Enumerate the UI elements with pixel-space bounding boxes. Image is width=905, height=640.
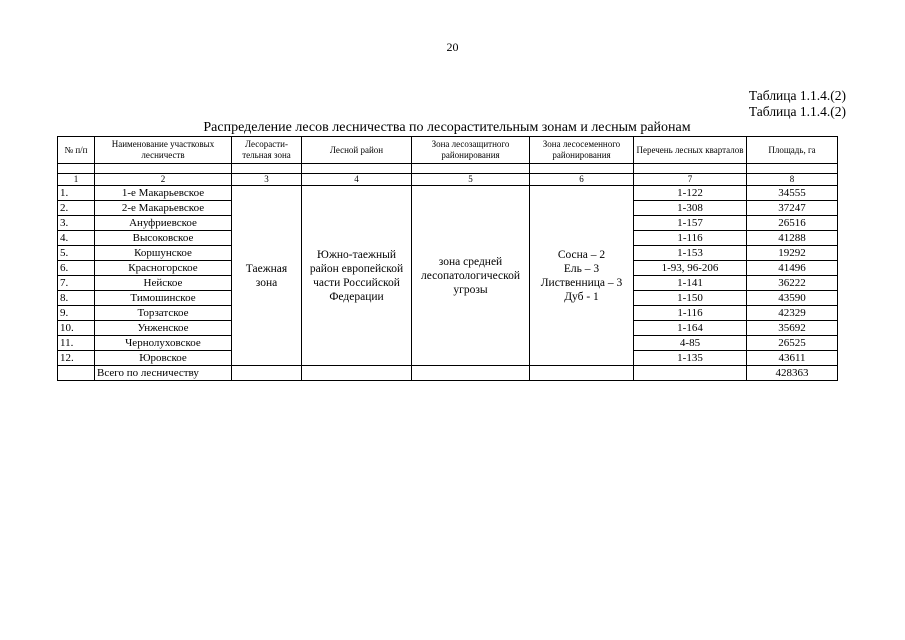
seed-zone-line: Ель – 3 [563, 262, 600, 275]
district-name: Красногорское [95, 261, 232, 276]
column-number: 6 [530, 174, 634, 186]
empty-cell [634, 366, 747, 381]
column-number: 5 [412, 174, 530, 186]
quarters-list: 1-93, 96-206 [634, 261, 747, 276]
total-row [58, 366, 838, 381]
area-value: 19292 [747, 246, 838, 261]
row-number: 12. [58, 351, 95, 366]
spacer-cell [232, 164, 302, 174]
row-number: 9. [58, 306, 95, 321]
district-name: Чернолуховское [95, 336, 232, 351]
quarters-list: 1-122 [634, 186, 747, 201]
header-row [58, 137, 838, 164]
row-number: 10. [58, 321, 95, 336]
header-cell-quarters: Перечень лесных кварталов [634, 137, 747, 164]
seed-zone-line: Дуб - 1 [564, 290, 599, 303]
area-value: 42329 [747, 306, 838, 321]
column-number: 1 [58, 174, 95, 186]
seed-zone-cell [530, 186, 634, 366]
quarters-list: 1-141 [634, 276, 747, 291]
veg-zone-cell: Таежная зона [232, 186, 302, 366]
spacer-cell [302, 164, 412, 174]
district-name: Торзатское [95, 306, 232, 321]
district-name: Коршунское [95, 246, 232, 261]
quarters-list: 1-164 [634, 321, 747, 336]
empty-cell [232, 366, 302, 381]
seed-zone-line: Лиственница – 3 [540, 276, 623, 289]
district-name: Юровское [95, 351, 232, 366]
quarters-list: 1-116 [634, 306, 747, 321]
total-area-value: 428363 [747, 366, 838, 381]
quarters-list: 1-135 [634, 351, 747, 366]
district-name: Высоковское [95, 231, 232, 246]
quarters-list: 1-150 [634, 291, 747, 306]
row-number: 6. [58, 261, 95, 276]
spacer-cell [634, 164, 747, 174]
table-caption: Таблица 1.1.4.(2) [748, 88, 846, 103]
header-cell-area: Площадь, га [747, 137, 838, 164]
area-value: 37247 [747, 201, 838, 216]
spacer-cell [58, 164, 95, 174]
row-number: 2. [58, 201, 95, 216]
area-value: 35692 [747, 321, 838, 336]
forest-distribution-table [57, 136, 838, 381]
empty-cell [530, 366, 634, 381]
district-name: Ануфриевское [95, 216, 232, 231]
column-number: 8 [747, 174, 838, 186]
spacer-cell [530, 164, 634, 174]
header-cell-number: № п/п [58, 137, 95, 164]
spacer-row [58, 164, 838, 174]
district-name: Тимошинское [95, 291, 232, 306]
column-number: 4 [302, 174, 412, 186]
district-name: 2-е Макарьевское [95, 201, 232, 216]
area-value: 26516 [747, 216, 838, 231]
header-cell-district: Наименование участковых лесничеств [95, 137, 232, 164]
area-value: 43590 [747, 291, 838, 306]
area-value: 41288 [747, 231, 838, 246]
area-value: 26525 [747, 336, 838, 351]
table-caption-duplicate: Таблица 1.1.4.(2) [748, 104, 846, 119]
area-value: 43611 [747, 351, 838, 366]
area-value: 41496 [747, 261, 838, 276]
column-number: 7 [634, 174, 747, 186]
quarters-list: 1-157 [634, 216, 747, 231]
header-cell-forest-region: Лесной район [302, 137, 412, 164]
district-name: Унженское [95, 321, 232, 336]
total-label: Всего по лесничеству [95, 366, 232, 381]
area-value: 34555 [747, 186, 838, 201]
header-cell-veg-zone: Лесорасти-тельная зона [232, 137, 302, 164]
row-number: 5. [58, 246, 95, 261]
table-title: Распределение лесов лесничества по лесорастительным зонам и лесным районам [203, 120, 691, 135]
spacer-cell [747, 164, 838, 174]
district-name: 1-е Макарьевское [95, 186, 232, 201]
row-number: 4. [58, 231, 95, 246]
quarters-list: 1-116 [634, 231, 747, 246]
quarters-list: 1-308 [634, 201, 747, 216]
table-body [58, 186, 838, 381]
district-name: Нейское [95, 276, 232, 291]
spacer-cell [95, 164, 232, 174]
table-row [58, 186, 838, 201]
column-number: 2 [95, 174, 232, 186]
column-number: 3 [232, 174, 302, 186]
row-number: 7. [58, 276, 95, 291]
empty-cell [302, 366, 412, 381]
empty-cell [412, 366, 530, 381]
area-value: 36222 [747, 276, 838, 291]
empty-cell [58, 366, 95, 381]
seed-zone-line: Сосна – 2 [557, 248, 606, 261]
forest-region-cell: Южно-таежный район европейской части Российской Федерации [302, 186, 412, 366]
spacer-cell [412, 164, 530, 174]
row-number: 8. [58, 291, 95, 306]
row-number: 11. [58, 336, 95, 351]
quarters-list: 4-85 [634, 336, 747, 351]
column-number-row [58, 174, 838, 186]
header-cell-seed-zone: Зона лесосеменного районирования [530, 137, 634, 164]
protection-zone-cell: зона средней лесопатологической угрозы [412, 186, 530, 366]
row-number: 1. [58, 186, 95, 201]
header-cell-protection-zone: Зона лесозащитного районирования [412, 137, 530, 164]
quarters-list: 1-153 [634, 246, 747, 261]
row-number: 3. [58, 216, 95, 231]
page-number: 20 [446, 40, 459, 54]
